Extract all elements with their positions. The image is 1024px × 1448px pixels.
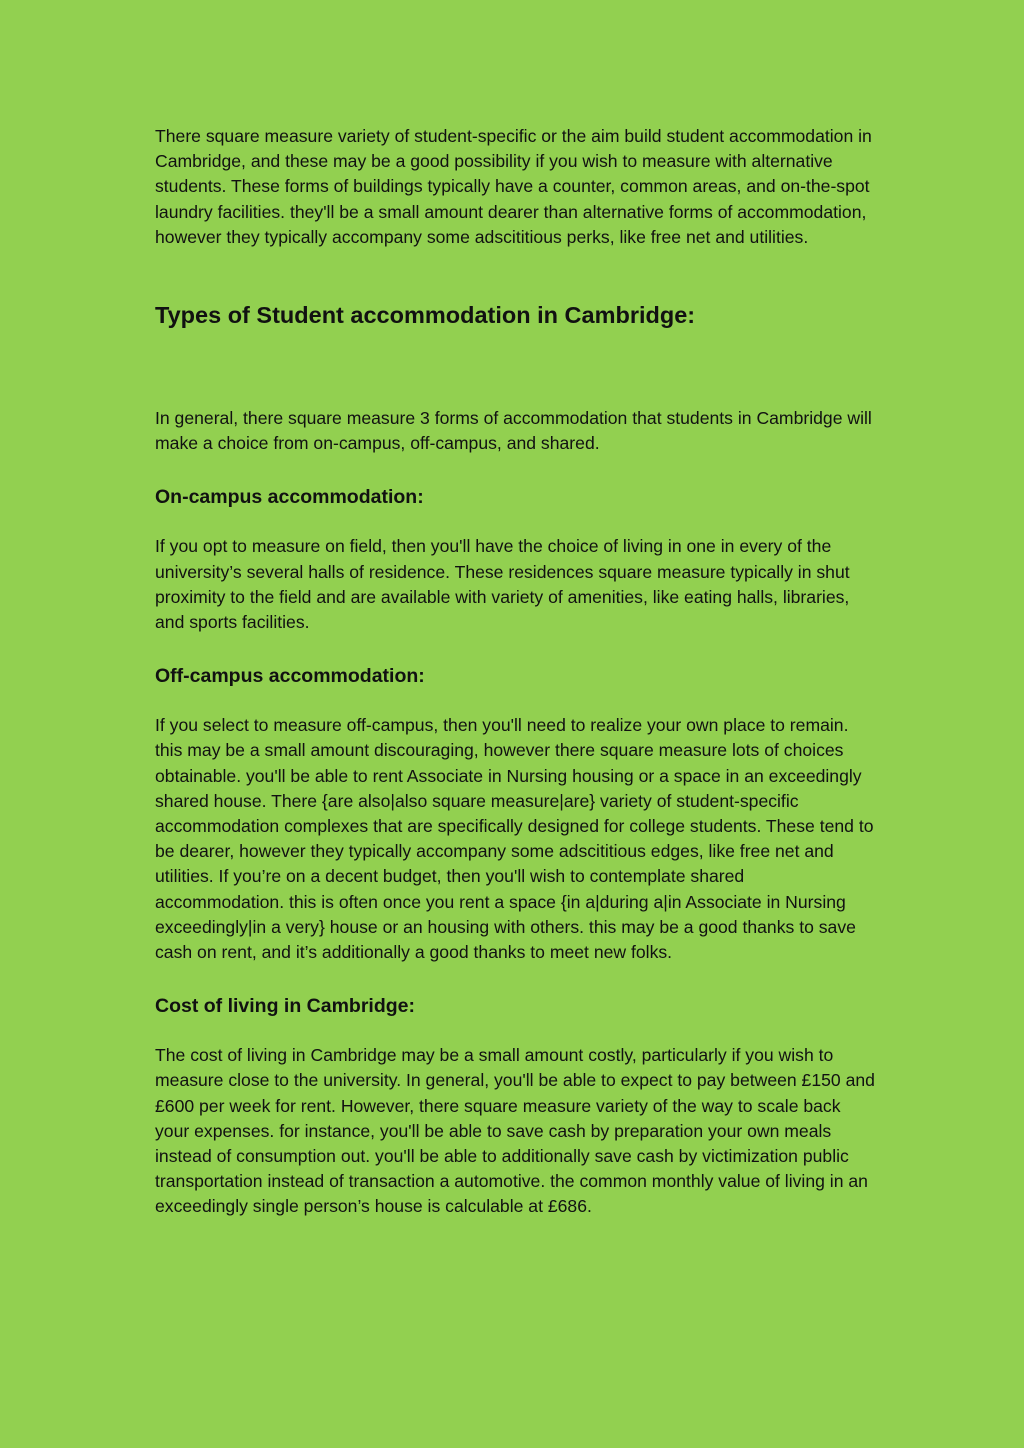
on-campus-heading: On-campus accommodation: bbox=[155, 486, 424, 509]
on-campus-paragraph: If you opt to measure on field, then you'll have the choice of living in one in every of the university’s several halls of residence. These residences square measure typically in shut proximity to the field and are available with variety of amenities, like eating halls, libraries, and sports facilities. bbox=[155, 536, 850, 633]
cost-paragraph: The cost of living in Cambridge may be a small amount costly, particularly if you wish to measure close to the university. In general, you'll be able to expect to pay between £150 and £600 per week for rent. However, there square measure variety of the way to scale back your expenses. for instance, you'll be able to save cash by preparation your own meals instead of consumption out. you'll be able to additionally save cash by victimization public transportation instead of transaction a automotive. the common monthly value of living in an exceedingly single person’s house is calculable at £686. bbox=[155, 1045, 875, 1217]
off-campus-heading: Off-campus accommodation: bbox=[155, 665, 425, 688]
types-heading: Types of Student accommodation in Cambridge: bbox=[155, 302, 696, 329]
document-page bbox=[155, 124, 875, 1220]
cost-heading: Cost of living in Cambridge: bbox=[155, 995, 416, 1018]
intro-paragraph: There square measure variety of student-specific or the aim build student accommodation in Cambridge, and these may be a good possibility if you wish to measure with alternative students. These forms of buildings typically have a counter, common areas, and on-the-spot laundry facilities. they'll be a small amount dearer than alternative forms of accommodation, however they typically accompany some adscititious perks, like free net and utilities. bbox=[155, 126, 872, 247]
types-paragraph: In general, there square measure 3 forms of accommodation that students in Cambridge will make a choice from on-campus, off-campus, and shared. bbox=[155, 408, 872, 454]
off-campus-paragraph: If you select to measure off-campus, then you'll need to realize your own place to remain. this may be a small amount discouraging, however there square measure lots of choices obtainable. you'll be able to rent Associate in Nursing housing or a space in an exceedingly shared house. There {are also|also square measure|are} variety of student-specific accommodation complexes that are specifically designed for college students. These tend to be dearer, however they typically accompany some adscititious edges, like free net and utilities. If you’re on a decent budget, then you'll wish to contemplate shared accommodation. this is often once you rent a space {in a|during a|in Associate in Nursing exceedingly|in a very} house or an housing with others. this may be a good thanks to save cash on rent, and it’s additionally a good thanks to meet new folks. bbox=[155, 715, 874, 963]
